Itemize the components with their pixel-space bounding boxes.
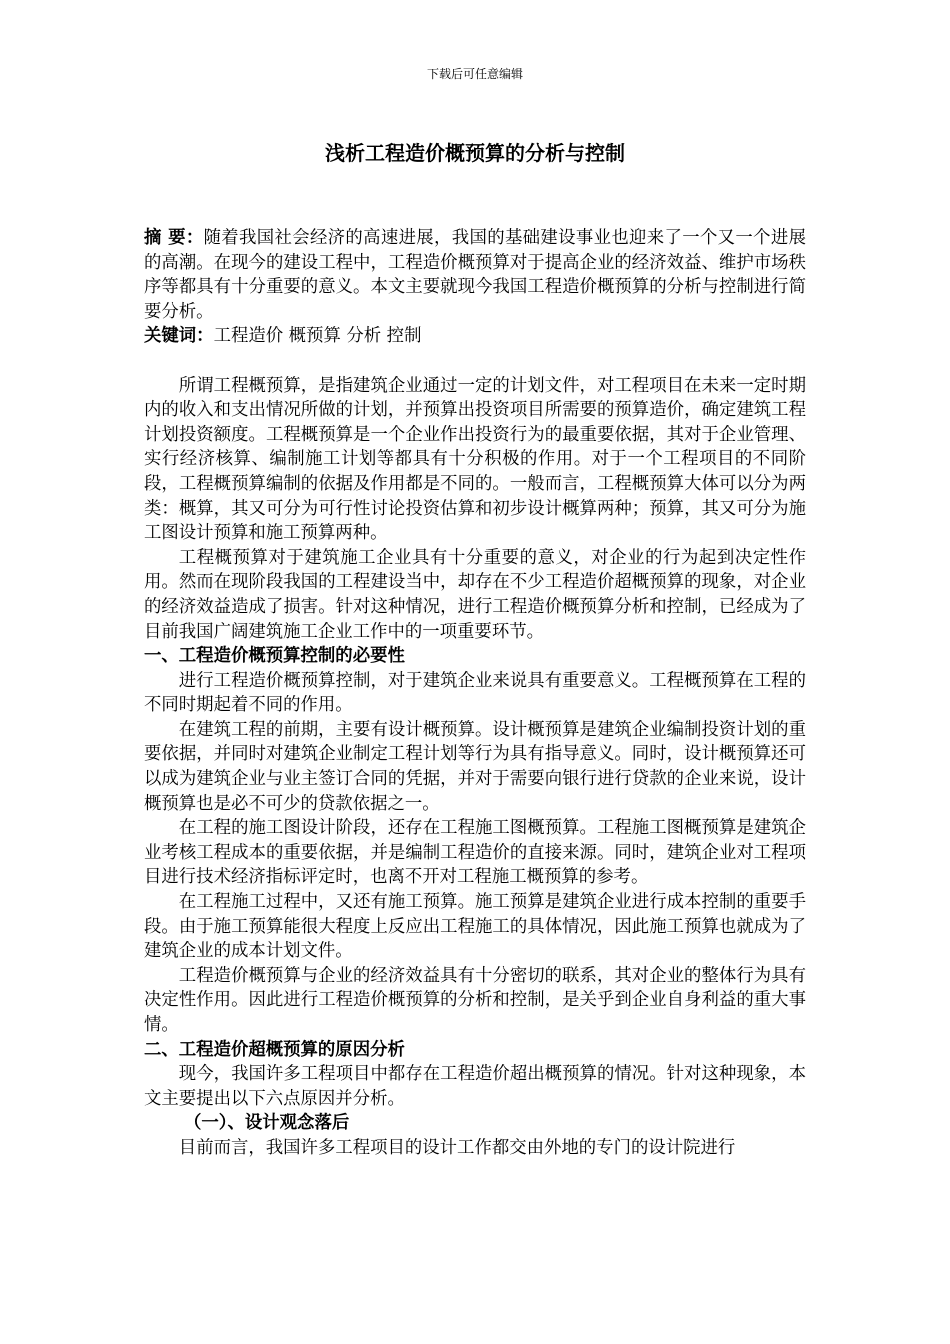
document-title: 浅析工程造价概预算的分析与控制 [325,141,625,165]
keywords-label: 关键词： [144,326,214,347]
keywords-text: 工程造价 概预算 分析 控制 [213,326,422,347]
section-1-paragraph-3: 在工程的施工图设计阶段，还存在工程施工图概预算。工程施工图概预算是建筑企业考核工程成本的重要依据，并是编制工程造价的直接来源。同时，建筑企业对工程项目进行技术经济指标评定时，也离不开对工程施工概预算的参考。 [144,818,806,888]
subsection-1-paragraph-1: 目前而言，我国许多工程项目的设计工作都交由外地的专门的设计院进行 [178,1137,736,1158]
intro-paragraph-1: 所谓工程概预算，是指建筑企业通过一定的计划文件，对工程项目在未来一定时期内的收入和支出情况所做的计划，并预算出投资项目所需要的预算造价，确定建筑工程计划投资额度。工程概预算是一个企业作出投资行为的最重要依据，其对于企业管理、实行经济核算、编制施工计划等都具有十分积极的作用。对于一个工程项目的不同阶段，工程概预算编制的依据及作用都是不同的。一般而言，工程概预算大体可以分为两类：概算，其又可分为可行性讨论投资估算和初步设计概算两种；预算，其又可分为施工图设计预算和施工预算两种。 [144,375,806,544]
section-2-heading: 二、工程造价超概预算的原因分析 [144,1039,405,1060]
document-body [144,226,806,1161]
header-note: 下载后可任意编辑 [426,67,523,81]
blank-line [144,349,806,374]
section-1-paragraph-2: 在建筑工程的前期，主要有设计概预算。设计概预算是建筑企业编制投资计划的重要依据，并同时对建筑企业制定工程计划等行为具有指导意义。同时，设计概预算还可以成为建筑企业与业主签订合同的凭据，并对于需要向银行进行贷款的企业来说，设计概预算也是必不可少的贷款依据之一。 [144,719,806,814]
section-1-paragraph-4: 在工程施工过程中，又还有施工预算。施工预算是建筑企业进行成本控制的重要手段。由于施工预算能很大程度上反应出工程施工的具体情况，因此施工预算也就成为了建筑企业的成本计划文件。 [144,892,806,962]
abstract-label: 摘 要： [144,228,204,248]
section-1-heading: 一、工程造价概预算控制的必要性 [144,646,405,667]
section-1-paragraph-5: 工程造价概预算与企业的经济效益具有十分密切的联系，其对企业的整体行为具有决定性作用。因此进行工程造价概预算的分析和控制，是关乎到企业自身利益的重大事情。 [144,965,806,1035]
abstract-paragraph [144,226,806,324]
section-1-paragraph-1: 进行工程造价概预算控制，对于建筑企业来说具有重要意义。工程概预算在工程的不同时期起着不同的作用。 [144,670,806,716]
abstract-text: 随着我国社会经济的高速进展，我国的基础建设事业也迎来了一个又一个进展的高潮。在现今的建设工程中，工程造价概预算对于提高企业的经济效益、维护市场秩序等都具有十分重要的意义。本文主要就现今我国工程造价概预算的分析与控制进行简要分析。 [144,228,806,322]
section-2-paragraph-1: 现今，我国许多工程项目中都存在工程造价超出概预算的情况。针对这种现象，本文主要提出以下六点原因并分析。 [144,1064,806,1109]
intro-paragraph-2: 工程概预算对于建筑施工企业具有十分重要的意义，对企业的行为起到决定性作用。然而在现阶段我国的工程建设当中，却存在不少工程造价超概预算的现象，对企业的经济效益造成了损害。针对这种情况，进行工程造价概预算分析和控制，已经成为了目前我国广阔建筑施工企业工作中的一项重要环节。 [144,547,806,642]
subsection-1-heading: （一）、设计观念落后 [184,1113,350,1134]
keywords-paragraph [144,324,806,349]
